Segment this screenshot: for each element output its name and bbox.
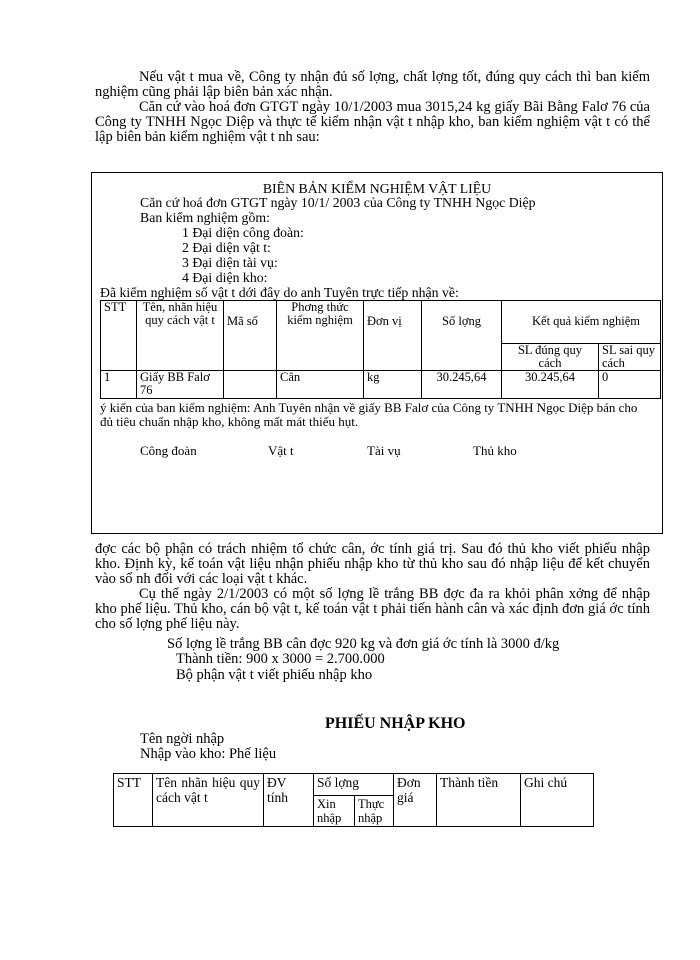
receipt-warehouse: Nhập vào kho: Phế liệu — [140, 746, 277, 762]
receipt-title: PHIẾU NHẬP KHO — [325, 715, 466, 732]
member-warehouse: 4 Đại diện kho: — [182, 270, 268, 285]
header-unit: Đơn vị — [364, 301, 422, 371]
signature-row — [92, 443, 662, 459]
header-code: Mã số — [224, 301, 277, 371]
header-method: Phơng thức kiểm nghiệm — [277, 301, 364, 371]
report-checked: Đã kiểm nghiệm số vật t dới đây do anh Tuyên trực tiếp nhận về: — [100, 285, 459, 300]
signature-finance: Tài vụ — [367, 443, 401, 458]
body-paragraph-2: Cụ thể ngày 2/1/2003 có một số lợng lề trắng BB đợc đa ra khỏi phân xởng để nhập kho phế liệu. Thủ kho, cán bộ vật t, kế toán vật t phải tiến hành cân và xác định đơn giá ớc tính cho số lợng phế liệu này. — [95, 586, 650, 632]
member-finance: 3 Đại diện tài vụ: — [182, 255, 278, 270]
receipt-header-name: Tên nhãn hiệu quy cách vật t — [153, 774, 264, 827]
header-name: Tên, nhãn hiệu quy cách vật t — [137, 301, 224, 371]
report-opinion: ý kiến của ban kiểm nghiệm: Anh Tuyên nhận về giấy BB Falơ của Công ty TNHH Ngọc Diệp bán cho đủ tiêu chuẩn nhập kho, không mất mát thiếu hụt. — [100, 400, 638, 429]
signature-materials: Vật t — [268, 443, 294, 458]
signature-union: Công đoàn — [140, 443, 197, 458]
body-paragraph-1: đợc các bộ phận có trách nhiệm tổ chức cân, ớc tính giá trị. Sau đó thủ kho viết phiếu nhập kho. Định kỳ, kế toán vật liệu nhận phiếu nhập kho từ thủ kho sau đó nhập liệu để kết chuyển vào sổ nh đối với các loại vật t khác. — [95, 541, 650, 587]
header-qty: Số lợng — [422, 301, 502, 371]
cell-unit: kg — [364, 371, 422, 399]
body-text — [95, 542, 650, 632]
report-basis: Căn cứ hoá đơn GTGT ngày 10/1/ 2003 của Công ty TNHH Ngọc Diệp — [140, 195, 536, 210]
intro-paragraph-1: Nếu vật t mua về, Công ty nhận đủ số lợng, chất lợng tốt, đúng quy cách thì ban kiểm nghiệm cũng phải lập biên bản xác nhận. — [95, 69, 650, 100]
report-committee: Ban kiểm nghiệm gồm: — [140, 210, 270, 225]
cell-ok: 30.245,64 — [502, 371, 599, 399]
receipt-deliverer: Tên ngời nhập — [140, 731, 225, 747]
body-line-department: Bộ phận vật t viết phiếu nhập kho — [176, 667, 373, 683]
header-ok: SL đúng quy cách — [502, 344, 599, 371]
signature-warehouse: Thủ kho — [473, 443, 517, 458]
receipt-table — [113, 773, 594, 827]
cell-name: Giấy BB Falơ 76 — [137, 371, 224, 399]
member-union: 1 Đại diện công đoàn: — [182, 225, 304, 240]
receipt-header-note: Ghi chú — [521, 774, 594, 827]
member-materials: 2 Đại diện vật t: — [182, 240, 271, 255]
report-title: BIÊN BẢN KIỂM NGHIỆM VẬT LIỆU — [262, 181, 492, 196]
intro-text — [95, 70, 650, 145]
table-row — [101, 371, 661, 399]
header-result: Kết quả kiểm nghiệm — [502, 301, 661, 344]
cell-code — [224, 371, 277, 399]
receipt-header-qty: Số lợng — [314, 774, 394, 796]
receipt-header-unit: ĐV tính — [264, 774, 314, 827]
receipt-header-amount: Thành tiền — [437, 774, 521, 827]
header-bad: SL sai quy cách — [599, 344, 661, 371]
receipt-header-price: Đơn giá — [394, 774, 437, 827]
cell-stt: 1 — [101, 371, 137, 399]
header-stt: STT — [101, 301, 137, 371]
inspection-table — [100, 300, 661, 399]
intro-paragraph-2: Căn cứ vào hoá đơn GTGT ngày 10/1/2003 mua 3015,24 kg giấy Bãi Bằng Falơ 76 của Công ty TNHH Ngọc Diệp và thực tế kiểm nhận vật t nhập kho, ban kiểm nghiệm vật t có thể lập biên bản kiểm nghiệm vật t nh sau: — [95, 99, 650, 145]
receipt-header-requested: Xin nhập — [314, 796, 355, 827]
receipt-header-actual: Thực nhập — [355, 796, 394, 827]
body-line-quantity: Số lợng lề trắng BB cân đợc 920 kg và đơn giá ớc tính là 3000 đ/kg — [167, 636, 560, 652]
receipt-header-stt: STT — [114, 774, 153, 827]
inspection-report — [91, 172, 663, 534]
cell-bad: 0 — [599, 371, 661, 399]
cell-method: Cân — [277, 371, 364, 399]
body-line-amount: Thành tiền: 900 x 3000 = 2.700.000 — [176, 651, 385, 667]
cell-qty: 30.245,64 — [422, 371, 502, 399]
